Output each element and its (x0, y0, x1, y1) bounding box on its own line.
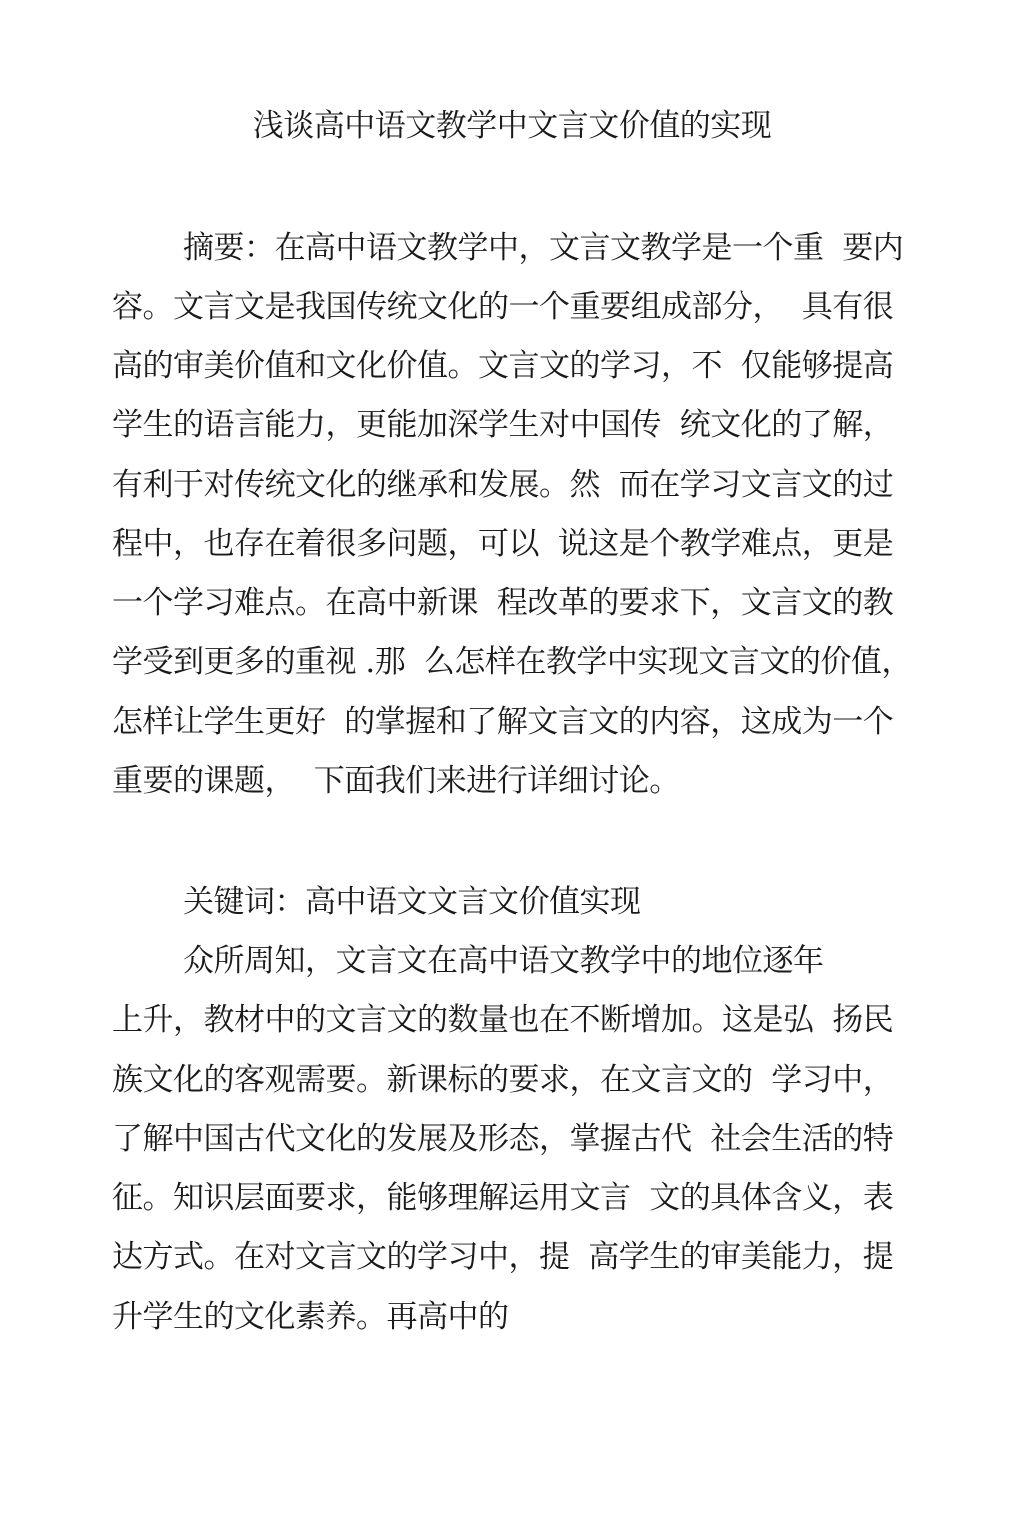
abstract-line: 学生的语言能力，更能加深学生对中国传 统文化的了解， (112, 407, 894, 443)
body-line: 上升，教材中的文言文的数量也在不断增加。这是弘 扬民 (112, 1002, 894, 1038)
document-title: 浅谈高中语文教学中文言文价值的实现 (252, 108, 772, 144)
abstract-line: 怎样让学生更好 的掌握和了解文言文的内容，这成为一个 (112, 704, 894, 740)
abstract-line: 容。文言文是我国传统文化的一个重要组成部分， 具有很 (112, 289, 894, 325)
body-line: 族文化的客观需要。新课标的要求，在文言文的 学习中， (112, 1062, 894, 1098)
body-line: 征。知识层面要求，能够理解运用文言 文的具体含义，表 (112, 1180, 894, 1216)
abstract-line: 重要的课题， 下面我们来进行详细讨论。 (112, 763, 680, 799)
body-line: 了解中国古代文化的发展及形态，掌握古代 社会生活的特 (112, 1121, 894, 1157)
abstract-line: 学受到更多的重视 .那 么怎样在教学中实现文言文的价值， (112, 644, 912, 680)
body-line: 升学生的文化素养。再高中的 (112, 1299, 509, 1335)
keywords-line: 关键词：高中语文文言文价值实现 (183, 884, 641, 920)
abstract-line: 高的审美价值和文化价值。文言文的学习，不 仅能够提高 (112, 348, 894, 384)
abstract-line: 有利于对传统文化的继承和发展。然 而在学习文言文的过 (112, 467, 894, 503)
abstract-line: 摘要：在高中语文教学中，文言文教学是一个重 要内 (183, 230, 904, 266)
abstract-line: 一个学习难点。在高中新课 程改革的要求下，文言文的教 (112, 585, 894, 621)
body-line: 众所周知，文言文在高中语文教学中的地位逐年 (183, 943, 824, 979)
abstract-line: 程中，也存在着很多问题，可以 说这是个教学难点，更是 (112, 526, 894, 562)
body-line: 达方式。在对文言文的学习中，提 高学生的审美能力，提 (112, 1239, 894, 1275)
